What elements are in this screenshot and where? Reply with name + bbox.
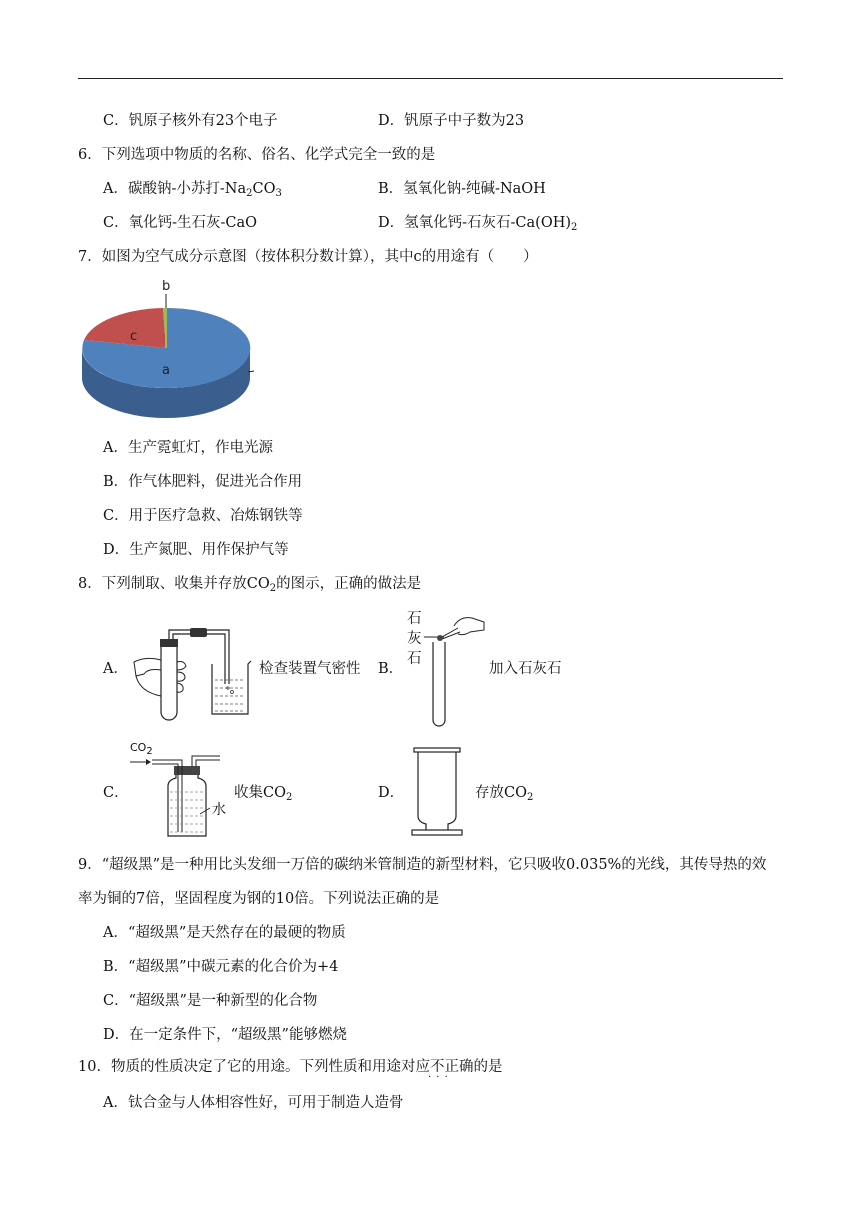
pie-label-c: c (130, 329, 138, 344)
q8-option-b-caption: 加入石灰石 (489, 661, 562, 677)
q6-option-b[interactable]: B．氢氧化钠-纯碱-NaOH (378, 181, 546, 197)
q8-option-c-caption: 收集$CO_2$ (234, 785, 293, 803)
collect-co2-bottle (128, 752, 232, 842)
add-limestone-apparatus (424, 612, 490, 730)
q9-option-c[interactable]: C．“超级黑”是一种新型的化合物 (103, 993, 318, 1009)
q5-option-c[interactable]: C．钒原子核外有23个电子 (103, 113, 278, 129)
q6-option-a[interactable]: A．碳酸钠-小苏打$-Na_2CO_3$ (103, 181, 282, 199)
q10-emphasis: 不正确 · · · (430, 1059, 474, 1075)
store-co2-gas-jar (408, 744, 472, 840)
q8-option-d-letter[interactable]: D． (378, 785, 405, 801)
airtightness-check-apparatus (128, 612, 253, 724)
q10-option-a[interactable]: A．钛合金与人体相容性好，可用于制造人造骨 (103, 1095, 404, 1111)
q8-option-a-letter[interactable]: A． (103, 661, 128, 677)
q6-stem: 6．下列选项中物质的名称、俗名、化学式完全一致的是 (78, 147, 436, 163)
q10-stem: 10．物质的性质决定了它的用途。下列性质和用途对应不正确 · · ·的是 (78, 1057, 502, 1077)
pie-label-b: b (162, 279, 171, 294)
q7-option-a[interactable]: A．生产霓虹灯，作电光源 (103, 440, 273, 456)
q8-option-b-vertical-label: 石 灰 石 (407, 611, 422, 667)
header-rule (78, 78, 783, 79)
q8-option-d-caption: 存放$CO_2$ (475, 785, 534, 803)
q8-stem: 8．下列制取、收集并存放$CO_2$的图示，正确的做法是 (78, 576, 422, 594)
q9-option-a[interactable]: A．“超级黑”是天然存在的最硬的物质 (103, 925, 346, 941)
q6-option-d[interactable]: D．氢氧化钙-石灰石$-Ca(OH)_2$ (378, 215, 578, 233)
q5-option-d[interactable]: D．钒原子中子数为23 (378, 113, 525, 129)
q7-option-c[interactable]: C．用于医疗急救、冶炼钢铁等 (103, 508, 303, 524)
q7-stem: 7．如图为空气成分示意图（按体积分数计算），其中c的用途有（ ） (78, 249, 538, 265)
q9-option-b[interactable]: B．“超级黑”中碳元素的化合价为+4 (103, 959, 339, 975)
q8-option-c-water-label: 水 (212, 802, 226, 818)
q8-option-b-letter[interactable]: B． (378, 661, 404, 677)
air-composition-pie-chart (78, 280, 263, 420)
q8-option-c-letter[interactable]: C． (103, 785, 129, 801)
pie-label-a: a (162, 363, 170, 378)
q7-option-d[interactable]: D．生产氮肥、用作保护气等 (103, 542, 289, 558)
q9-stem-line1: 9．“超级黑”是一种用比头发细一万倍的碳纳米管制造的新型材料，它只吸收0.035%的光线，其传导热的效 (78, 857, 767, 873)
q9-stem-line2: 率为铜的7倍，坚固程度为钢的10倍。下列说法正确的是 (78, 891, 440, 907)
q7-option-b[interactable]: B．作气体肥料，促进光合作用 (103, 474, 303, 490)
q8-option-c-gas-label: $CO_2$ (130, 741, 153, 757)
q8-option-a-caption: 检查装置气密性 (259, 661, 361, 677)
rubber-connector (190, 628, 207, 637)
q9-option-d[interactable]: D．在一定条件下，“超级黑”能够燃烧 (103, 1027, 347, 1043)
q6-option-c[interactable]: C．氧化钙-生石灰-CaO (103, 215, 258, 231)
